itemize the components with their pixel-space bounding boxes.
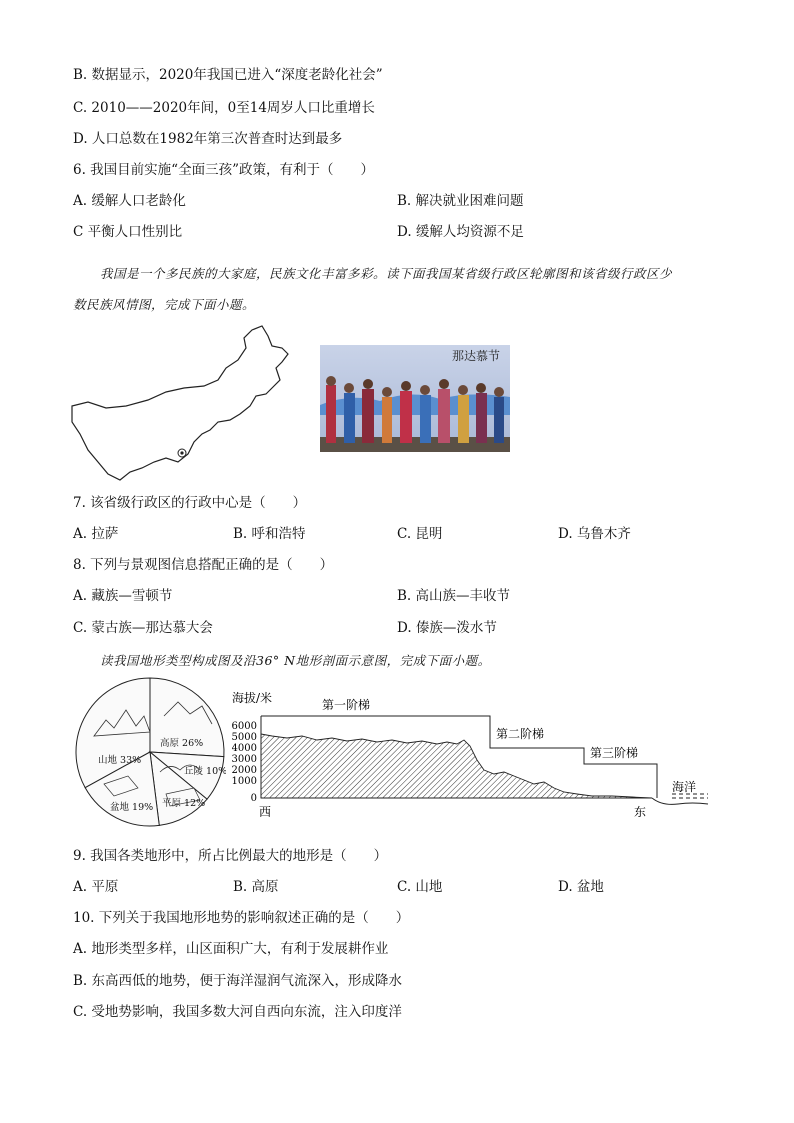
terrain-pie-chart (74, 676, 226, 828)
q10-option-c: C. 受地势影响，我国多数大河自西向东流，注入印度洋 (73, 1004, 402, 1020)
q6-option-b: B. 解决就业困难问题 (397, 193, 524, 209)
q7-stem: 7. 该省级行政区的行政中心是（ ） (73, 495, 307, 511)
q6-stem: 6. 我国目前实施“全面三孩”政策，有利于（ ） (73, 162, 374, 178)
q5-option-d: D. 人口总数在1982年第三次普查时达到最多 (73, 131, 343, 147)
photo-caption: 那达慕节 (452, 349, 501, 363)
ocean-label: 海洋 (672, 780, 697, 794)
q6-option-d: D. 缓解人均资源不足 (397, 224, 524, 240)
q9-option-a: A. 平原 (73, 879, 119, 895)
intro-1-line-1: 我国是一个多民族的大家庭，民族文化丰富多彩。读下面我国某省级行政区轮廓图和该省级行政区少 (100, 266, 673, 281)
q8-option-b: B. 高山族—丰收节 (397, 588, 511, 604)
pie-label-平原: 平原 12% (162, 798, 206, 809)
step-1-label: 第一阶梯 (322, 698, 371, 712)
q9-stem: 9. 我国各类地形中，所占比例最大的地形是（ ） (73, 848, 388, 864)
q8-option-d: D. 傣族—泼水节 (397, 620, 497, 636)
pie-label-丘陵: 丘陵 10% (184, 766, 226, 777)
q10-option-b: B. 东高西低的地势，便于海洋湿润气流深入，形成降水 (73, 973, 403, 989)
ytick-3000: 3000 (232, 754, 257, 765)
festival-photo (320, 345, 510, 452)
profile-east-label: 东 (634, 805, 647, 819)
ytick-4000: 4000 (232, 743, 257, 754)
intro-1-line-2: 数民族风情图，完成下面小题。 (73, 297, 256, 312)
pie-label-盆地: 盆地 19% (110, 802, 154, 813)
ytick-0: 0 (250, 793, 257, 804)
q10-option-a: A. 地形类型多样，山区面积广大，有利于发展耕作业 (73, 941, 389, 957)
q7-option-a: A. 拉萨 (73, 526, 119, 542)
q8-stem: 8. 下列与景观图信息搭配正确的是（ ） (73, 557, 334, 573)
intro-2: 读我国地形类型构成图及沿36° N地形剖面示意图，完成下面小题。 (100, 653, 491, 668)
elevation-profile-chart (232, 688, 712, 820)
step-2-label: 第二阶梯 (496, 727, 545, 741)
step-3-label: 第三阶梯 (590, 746, 639, 760)
q7-option-b: B. 呼和浩特 (233, 526, 306, 542)
q10-stem: 10. 下列关于我国地形地势的影响叙述正确的是（ ） (73, 910, 410, 926)
q7-option-d: D. 乌鲁木齐 (558, 526, 631, 542)
ytick-2000: 2000 (232, 765, 257, 776)
q9-option-c: C. 山地 (397, 879, 443, 895)
q6-option-a: A. 缓解人口老龄化 (73, 193, 186, 209)
q8-option-c: C. 蒙古族—那达慕大会 (73, 620, 213, 636)
ytick-6000: 6000 (232, 721, 257, 732)
q5-option-c: C. 2010——2020年间，0至14周岁人口比重增长 (73, 100, 375, 116)
q8-option-a: A. 藏族—雪顿节 (73, 588, 173, 604)
ytick-5000: 5000 (232, 732, 257, 743)
q5-option-b: B. 数据显示，2020年我国已进入“深度老龄化社会” (73, 67, 383, 83)
ytick-1000: 1000 (232, 776, 257, 787)
profile-west-label: 西 (259, 805, 272, 819)
province-outline-map (68, 322, 298, 484)
q6-option-c: C 平衡人口性别比 (73, 224, 183, 240)
pie-label-高原: 高原 26% (160, 738, 204, 749)
profile-ylabel: 海拔/米 (232, 691, 273, 705)
q7-option-c: C. 昆明 (397, 526, 443, 542)
pie-label-山地: 山地 33% (98, 755, 142, 766)
q9-option-b: B. 高原 (233, 879, 279, 895)
q9-option-d: D. 盆地 (558, 879, 604, 895)
